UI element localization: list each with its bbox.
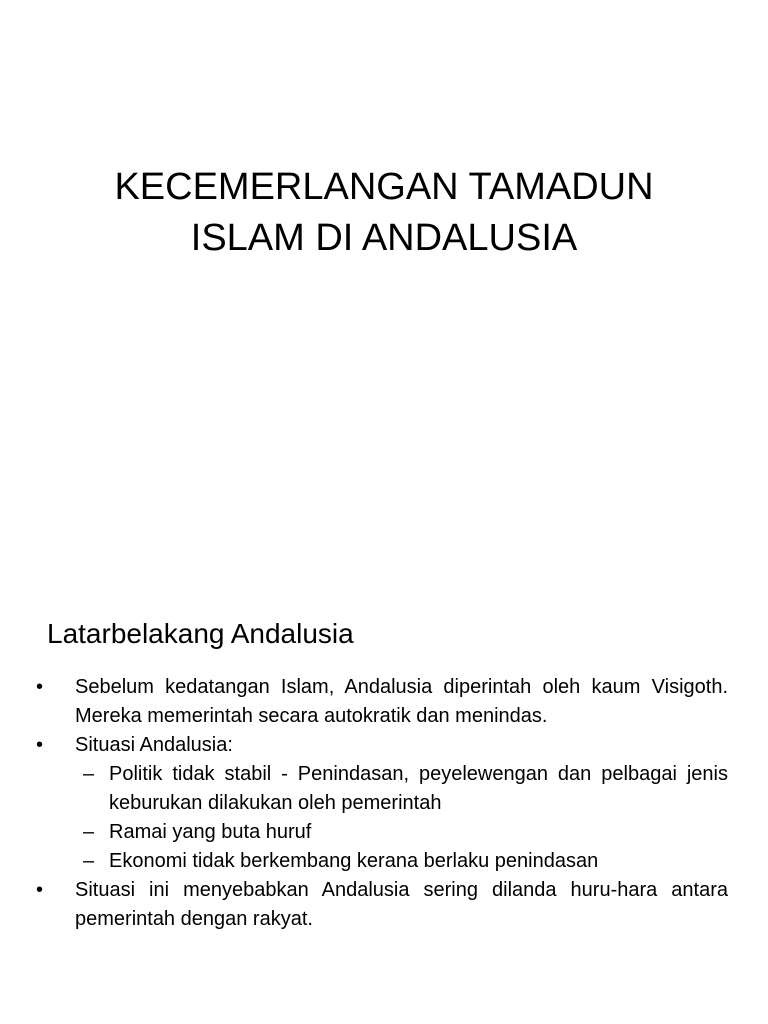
bullet-list: [30, 673, 728, 934]
sub-bullet-text: Politik tidak stabil - Penindasan, peyelewengan dan pelbagai jenis keburukan dilakukan oleh pemerintah: [109, 763, 728, 814]
bullet-text: Situasi ini menyebabkan Andalusia sering dilanda huru-hara antara pemerintah dengan rakyat.: [75, 879, 728, 930]
bullet-text: Situasi Andalusia:: [75, 734, 233, 756]
slide-title: [60, 162, 708, 264]
bullet-item: [30, 731, 728, 876]
bullet-item: [30, 876, 728, 934]
slide-heading: Latarbelakang Andalusia: [47, 618, 354, 649]
sub-bullet-text: Ramai yang buta huruf: [109, 821, 312, 843]
bullet-item: [30, 673, 728, 731]
slide-title-line-1: KECEMERLANGAN TAMADUN: [114, 166, 654, 208]
sub-bullet-text: Ekonomi tidak berkembang kerana berlaku penindasan: [109, 850, 599, 872]
sub-bullet-list: [75, 760, 728, 876]
sub-bullet-item: [75, 760, 728, 818]
bullet-text: Sebelum kedatangan Islam, Andalusia diperintah oleh kaum Visigoth. Mereka memerintah secara autokratik dan menindas.: [75, 676, 728, 727]
sub-bullet-item: [75, 847, 728, 876]
slide-title-line-2: ISLAM DI ANDALUSIA: [190, 217, 578, 259]
content-slide: [0, 600, 768, 1024]
sub-bullet-item: [75, 818, 728, 847]
